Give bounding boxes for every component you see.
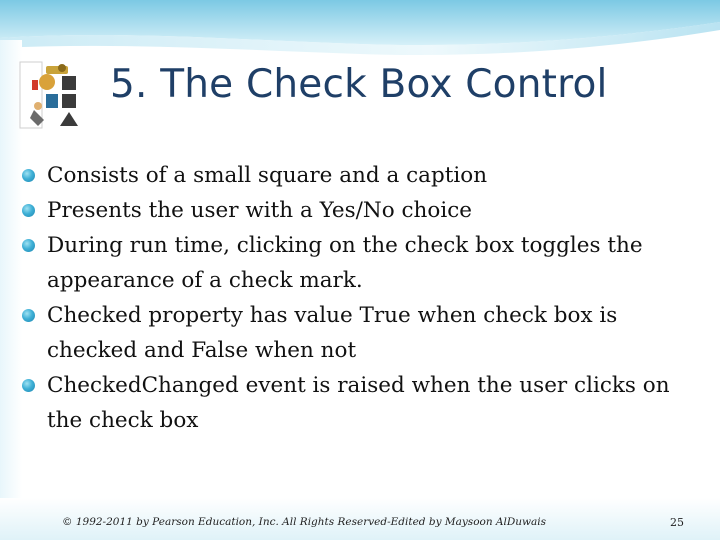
bullet-item (18, 158, 708, 193)
bullet-text-continued: appearance of a check mark. (47, 268, 363, 293)
bullet-text: Checked property has value True when check box is (47, 303, 618, 328)
footer-copyright: © 1992-2011 by Pearson Education, Inc. All Rights Reserved-Edited by Maysoon AlDuwais (62, 516, 547, 528)
bullet-dot-icon (22, 379, 35, 392)
shapes-figure-logo-icon (16, 60, 86, 132)
bullet-item (18, 228, 708, 298)
bullet-text: Presents the user with a Yes/No choice (47, 198, 472, 223)
bullet-item (18, 298, 708, 368)
bullet-text-continued: the check box (47, 408, 199, 433)
bullet-text: During run time, clicking on the check box toggles the (47, 233, 643, 258)
bullet-item (18, 368, 708, 438)
slide-title: 5. The Check Box Control (110, 62, 608, 107)
bullet-text: CheckedChanged event is raised when the user clicks on (47, 373, 670, 398)
page-number: 25 (670, 516, 684, 529)
bullet-text-continued: checked and False when not (47, 338, 357, 363)
bullet-dot-icon (22, 239, 35, 252)
bullet-dot-icon (22, 309, 35, 322)
top-wave-decoration (0, 0, 720, 60)
bullet-dot-icon (22, 204, 35, 217)
bullet-text: Consists of a small square and a caption (47, 163, 488, 188)
bullet-dot-icon (22, 169, 35, 182)
bullet-list (18, 158, 708, 438)
bullet-item (18, 193, 708, 228)
